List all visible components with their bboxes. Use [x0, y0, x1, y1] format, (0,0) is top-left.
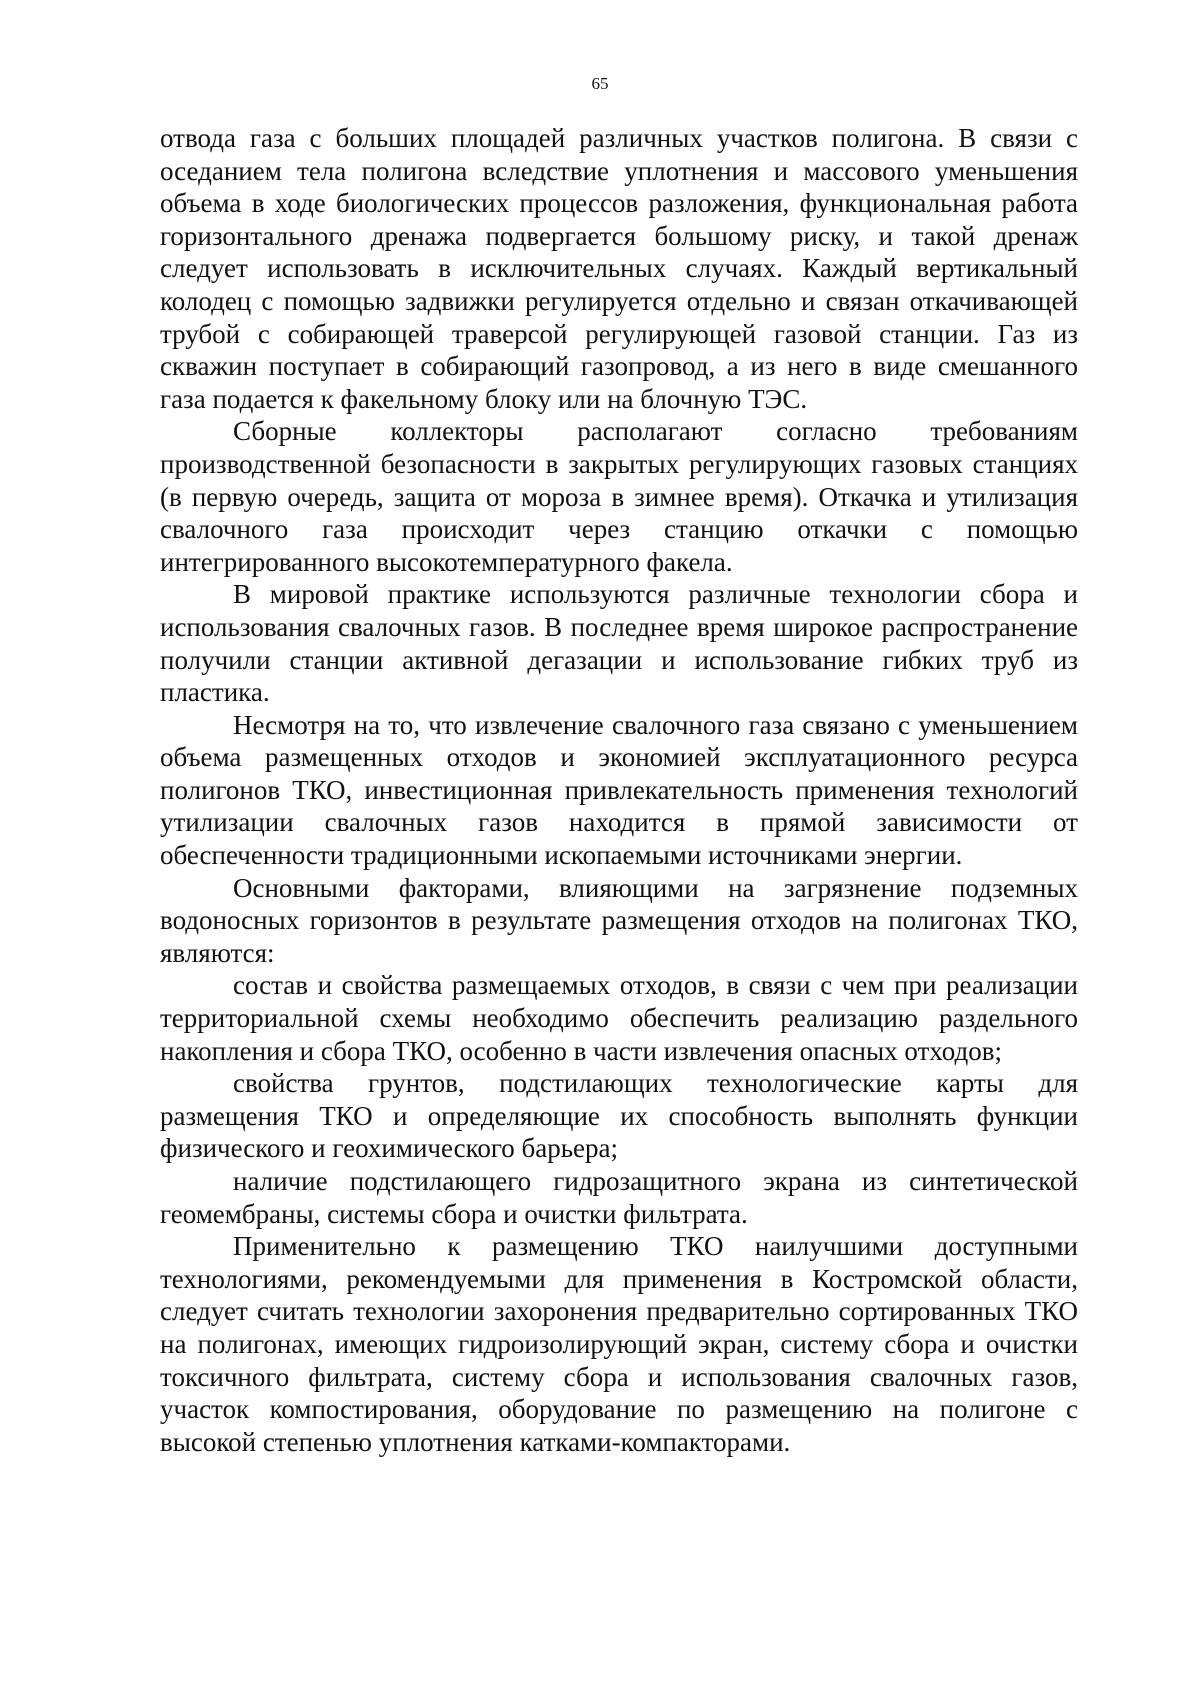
document-body — [160, 122, 1078, 1458]
paragraph: Сборные коллекторы располагают согласно требованиям производственной безопасности в закрытых регулирующих газовых станциях (в первую очередь, защита от мороза в зимнее время). Откачка и утилизация свалочного газа происходит через станцию откачки с помощью интегрированного высокотемпературного факела. — [160, 416, 1078, 577]
paragraph: В мировой практике используются различные технологии сбора и использования свалочных газов. В последнее время широкое распространение получили станции активной дегазации и использование гибких труб из пластика. — [160, 579, 1078, 708]
list-item: свойства грунтов, подстилающих технологические карты для размещения ТКО и определяющие их способность выполнять функции физического и геохимического барьера; — [160, 1068, 1078, 1164]
paragraph: отвода газа с больших площадей различных участков полигона. В связи с оседанием тела полигона вследствие уплотнения и массового уменьшения объема в ходе биологических процессов разложения, функциональная работа горизонтального дренажа подвергается большому риску, и такой дренаж следует использовать в исключительных случаях. Каждый вертикальный колодец с помощью задвижки регулируется отдельно и связан откачивающей трубой с собирающей траверсой регулирующей газовой станции. Газ из скважин поступает в собирающий газопровод, а из него в виде смешанного газа подается к факельному блоку или на блочную ТЭС. — [160, 123, 1078, 414]
paragraph: Применительно к размещению ТКО наилучшими доступными технологиями, рекомендуемыми для применения в Костромской области, следует считать технологии захоронения предварительно сортированных ТКО на полигонах, имеющих гидроизолирующий экран, систему сбора и очистки токсичного фильтрата, систему сбора и использования свалочных газов, участок компостирования, оборудование по размещению на полигоне с высокой степенью уплотнения катками-компакторами. — [160, 1231, 1078, 1457]
list-item: состав и свойства размещаемых отходов, в связи с чем при реализации территориальной схемы необходимо обеспечить реализацию раздельного накопления и сбора ТКО, особенно в части извлечения опасных отходов; — [160, 970, 1078, 1066]
paragraph: Несмотря на то, что извлечение свалочного газа связано с уменьшением объема размещенных отходов и экономией эксплуатационного ресурса полигонов ТКО, инвестиционная привлекательность применения технологий утилизации свалочных газов находится в прямой зависимости от обеспеченности традиционными ископаемыми источниками энергии. — [160, 709, 1078, 871]
list-item: наличие подстилающего гидрозащитного экрана из синтетической геомембраны, системы сбора и очистки фильтрата. — [160, 1166, 1078, 1229]
page-number: 65 — [591, 74, 609, 93]
paragraph: Основными факторами, влияющими на загрязнение подземных водоносных горизонтов в результате размещения отходов на полигонах ТКО, являются: — [160, 872, 1078, 968]
